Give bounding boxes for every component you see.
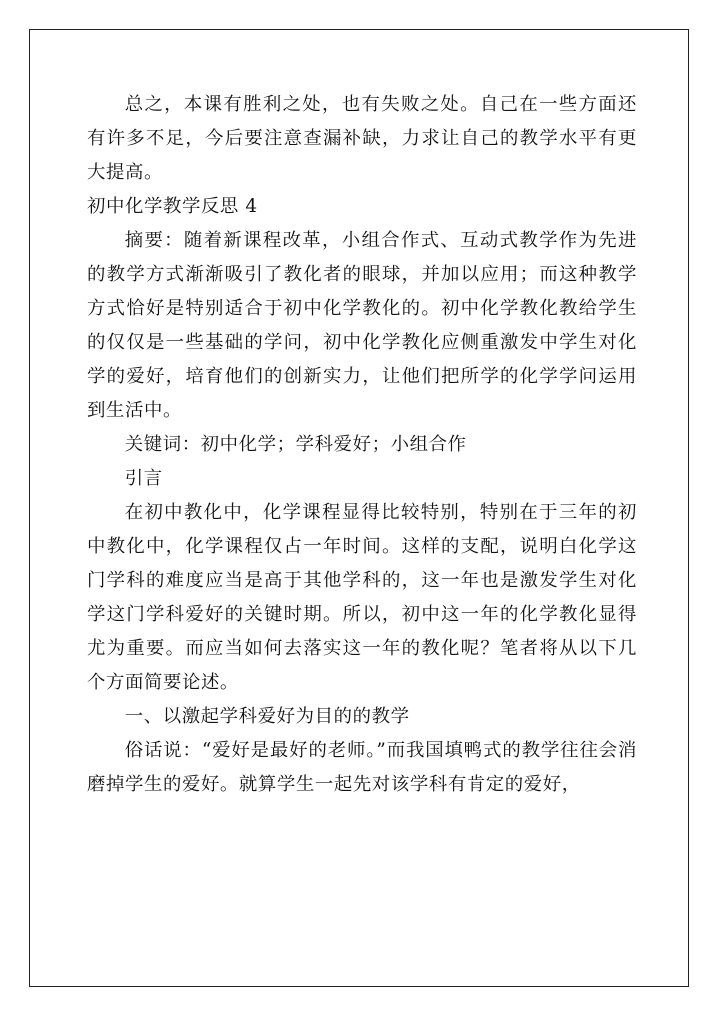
section-heading: 初中化学教学反思 4 [87,196,258,217]
paragraph-introduction: 在初中教化中，化学课程显得比较特别，特别在于三年的初中教化中，化学课程仅占一年时间。这样的支配，说明白化学这门学科的难度应当是高于其他学科的，这一年也是激发学生对化学这门学科爱好的关键时期。所以，初中这一年的化学教化显得尤为重要。而应当如何去落实这一年的教化呢？笔者将从以下几个方面简要论述。 [87,502,637,693]
paragraph-keywords: 关键词：初中化学；学科爱好；小组合作 [124,434,467,455]
paragraph-introduction-title: 引言 [124,468,163,489]
paragraph-proverb: 俗话说：“爱好是最好的老师。”而我国填鸭式的教学往往会消磨掉学生的爱好。就算学生一起先对该学科有肯定的爱好， [87,740,637,795]
paragraph-subheading-one: 一、以激起学科爱好为目的的教学 [124,706,410,727]
document-body [87,88,637,802]
paragraph-abstract: 摘要：随着新课程改革，小组合作式、互动式教学作为先进的教学方式渐渐吸引了教化者的眼球，并加以应用；而这种教学方式恰好是特别适合于初中化学教化的。初中化学教化教给学生的仅仅是一些基础的学问，初中化学教化应侧重激发中学生对化学的爱好，培育他们的创新实力，让他们把所学的化学学问运用到生活中。 [87,230,637,421]
paragraph-conclusion: 总之，本课有胜利之处，也有失败之处。自己在一些方面还有许多不足，今后要注意查漏补缺，力求让自己的教学水平有更大提高。 [87,94,637,183]
